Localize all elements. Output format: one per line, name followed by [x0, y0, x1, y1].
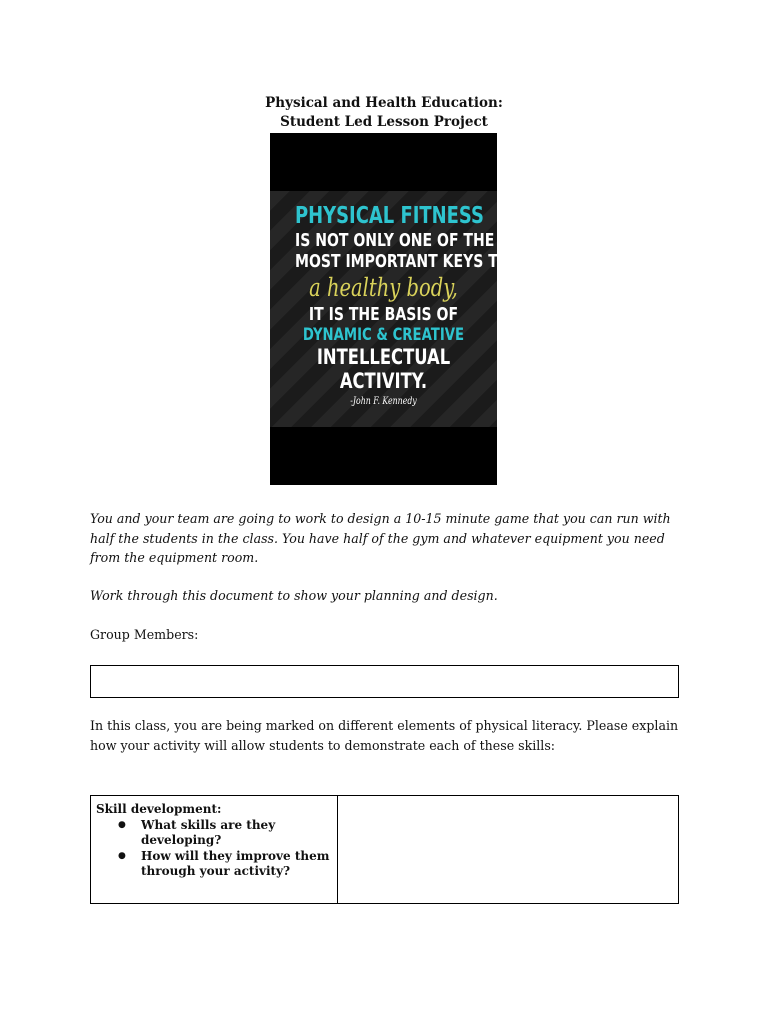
list-item: ● How will they improve them through your activity?: [141, 849, 332, 880]
fitness-quote-poster: [270, 133, 510, 485]
skill-heading: Skill development:: [96, 802, 222, 816]
poster-panel: [270, 191, 510, 427]
poster-attribution: -John F. Kennedy: [350, 396, 417, 407]
skill-development-table: [90, 795, 679, 904]
poster-line-8: ACTIVITY.: [339, 369, 428, 393]
poster-line-4: a healthy body,: [309, 273, 458, 302]
title-line-2: Student Led Lesson Project: [280, 114, 488, 130]
poster-line-5: IT IS THE BASIS OF: [308, 304, 459, 325]
title-line-1: Physical and Health Education:: [265, 95, 503, 111]
instruction-paragraph: Work through this document to show your planning and design.: [90, 588, 498, 603]
poster-line-2: IS NOT ONLY ONE OF THE: [294, 230, 495, 251]
list-item: ● What skills are they developing?: [141, 818, 332, 849]
group-members-field[interactable]: [90, 665, 679, 698]
intro-paragraph: You and your team are going to work to design a 10-15 minute game that you can run with half the students in the class. You have half of the gym and whatever equipment you need from the equipment room.: [90, 511, 671, 565]
poster-line-3: MOST IMPORTANT KEYS TO: [294, 251, 510, 272]
page-title: [0, 94, 768, 132]
poster-line-7: INTELLECTUAL: [316, 345, 451, 369]
skill-prompt-cell: [91, 796, 338, 904]
skill-answer-cell[interactable]: [338, 796, 679, 904]
poster-line-6: DYNAMIC & CREATIVE: [302, 325, 465, 345]
group-members-label: Group Members:: [90, 627, 199, 642]
skill-question-list: [96, 818, 332, 880]
table-row: [91, 796, 679, 904]
marking-paragraph: In this class, you are being marked on different elements of physical literacy. Please explain how your activity will allow students to demonstrate each of these skills:: [90, 718, 679, 753]
poster-line-1: PHYSICAL FITNESS: [294, 203, 484, 229]
